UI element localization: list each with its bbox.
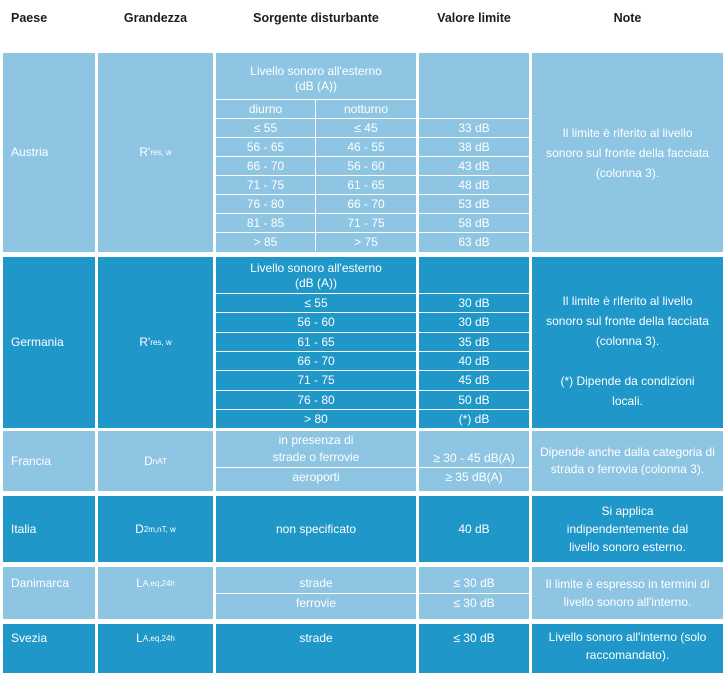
italia-note: Si applica indipendentemente dal livello sonoro esterno.: [532, 496, 723, 562]
italia-sorgente: non specificato: [216, 496, 416, 562]
francia-note: Dipende anche dalla categoria di strada o ferrovia (colonna 3).: [532, 431, 723, 491]
austria-row-notturno: 66 - 70: [316, 194, 416, 213]
germania-sorgente: [216, 257, 416, 428]
germania-note-text: Il limite è riferito al livello sonoro sul fronte della facciata (colonna 3).: [546, 294, 709, 348]
austria-row-notturno: 46 - 55: [316, 137, 416, 156]
svezia-valore: ≤ 30 dB: [419, 624, 529, 673]
svezia-note: Livello sonoro all'interno (solo raccomandato).: [532, 624, 723, 673]
germania-valore: [419, 257, 529, 428]
austria-grandezza: [98, 53, 213, 252]
germania-row-valore: 40 dB: [419, 351, 529, 370]
italia-grandezza-sub: 2m,nT, w: [143, 524, 176, 534]
germania-row-valore: 50 dB: [419, 390, 529, 409]
austria-row-valore: 43 dB: [419, 156, 529, 175]
danimarca-grandezza-sub: A,eq,24h: [142, 579, 175, 588]
italia-valore: 40 dB: [419, 496, 529, 562]
austria-row-diurno: ≤ 55: [216, 118, 316, 137]
danimarca-sorgente1: strade: [299, 576, 333, 590]
germania-grandezza-main: R': [139, 335, 151, 349]
header-note: Note: [613, 11, 642, 25]
danimarca-valore1: ≤ 30 dB: [453, 576, 495, 590]
germania-note: [532, 257, 723, 428]
danimarca-paese: Danimarca: [3, 567, 95, 619]
svezia-sorgente: strade: [216, 624, 416, 673]
italia-grandezza-main: D: [135, 521, 144, 536]
austria-sorgente: [216, 53, 416, 252]
germania-row-livello: 66 - 70: [216, 351, 416, 370]
germania-row-livello: > 80: [216, 409, 416, 428]
austria-paese: Austria: [3, 53, 95, 252]
svezia-grandezza: [98, 624, 213, 673]
austria-row-valore: 58 dB: [419, 213, 529, 232]
germania-row-valore: 45 dB: [419, 370, 529, 389]
germania-row-valore: 30 dB: [419, 293, 529, 312]
svezia-paese: Svezia: [3, 624, 95, 673]
germania-livello-title: Livello sonoro all'esterno (dB (A)): [250, 261, 382, 290]
germania-row-livello: 61 - 65: [216, 332, 416, 351]
header-sorgente: Sorgente disturbante: [253, 11, 379, 25]
germania-grandezza: [98, 257, 213, 428]
austria-grandezza-sub: res, w: [150, 148, 172, 157]
francia-paese: Francia: [3, 431, 95, 491]
germania-row-livello: 56 - 60: [216, 312, 416, 331]
germania-row-valore: 35 dB: [419, 332, 529, 351]
germania-row-livello: 76 - 80: [216, 390, 416, 409]
austria-row-notturno: 71 - 75: [316, 213, 416, 232]
germania-paese: Germania: [3, 257, 95, 428]
germania-row-livello: ≤ 55: [216, 293, 416, 312]
danimarca-note: Il limite è espresso in termini di livello sonoro all'interno.: [532, 567, 723, 619]
austria-valore: [419, 53, 529, 252]
austria-row-notturno: 56 - 60: [316, 156, 416, 175]
austria-grandezza-main: R': [139, 145, 151, 159]
austria-row-diurno: 76 - 80: [216, 194, 316, 213]
austria-row-notturno: > 75: [316, 232, 416, 251]
austria-row-valore: 38 dB: [419, 137, 529, 156]
header-valore: Valore limite: [437, 11, 511, 25]
danimarca-valore: [419, 567, 529, 619]
austria-row-diurno: 81 - 85: [216, 213, 316, 232]
francia-grandezza: [98, 431, 213, 491]
austria-note: Il limite è riferito al livello sonoro sul fronte della facciata (colonna 3).: [532, 53, 723, 252]
danimarca-valore2: ≤ 30 dB: [419, 593, 529, 612]
austria-row-diurno: 56 - 65: [216, 137, 316, 156]
austria-col-diurno: diurno: [216, 99, 316, 118]
francia-valore2: ≥ 35 dB(A): [419, 467, 529, 486]
danimarca-sorgente: [216, 567, 416, 619]
austria-col-notturno: notturno: [316, 99, 416, 118]
francia-sorgente2: aeroporti: [216, 467, 416, 486]
danimarca-sorgente2: ferrovie: [216, 593, 416, 612]
francia-sorgente: [216, 431, 416, 491]
germania-note-footnote: (*) Dipende da condizioni locali.: [560, 374, 695, 408]
germania-row-livello: 71 - 75: [216, 370, 416, 389]
svezia-grandezza-main: L: [136, 631, 143, 645]
austria-row-valore: 53 dB: [419, 194, 529, 213]
austria-row-notturno: ≤ 45: [316, 118, 416, 137]
austria-row-diurno: 66 - 70: [216, 156, 316, 175]
danimarca-grandezza-main: L: [136, 576, 143, 590]
header-paese: Paese: [11, 11, 48, 25]
header-grandezza: Grandezza: [123, 11, 188, 25]
italia-paese: Italia: [3, 496, 95, 562]
francia-valore1: ≥ 30 - 45 dB(A): [433, 451, 515, 465]
austria-livello-title: Livello sonoro all'esterno (dB (A)): [250, 64, 382, 93]
germania-row-valore: (*) dB: [419, 409, 529, 428]
germania-row-valore: 30 dB: [419, 312, 529, 331]
austria-row-notturno: 61 - 65: [316, 175, 416, 194]
italia-grandezza: [98, 496, 213, 562]
austria-row-valore: 33 dB: [419, 118, 529, 137]
francia-grandezza-sub: nAT: [152, 456, 167, 466]
germania-grandezza-sub: res, w: [150, 338, 172, 347]
francia-grandezza-main: D: [144, 453, 153, 468]
francia-sorgente1: in presenza di strade o ferrovie: [272, 433, 360, 464]
austria-row-valore: 48 dB: [419, 175, 529, 194]
austria-row-diurno: 71 - 75: [216, 175, 316, 194]
austria-row-valore: 63 dB: [419, 232, 529, 251]
danimarca-grandezza: [98, 567, 213, 619]
svezia-grandezza-sub: A,eq,24h: [142, 634, 175, 643]
austria-row-diurno: > 85: [216, 232, 316, 251]
francia-valore: [419, 431, 529, 491]
